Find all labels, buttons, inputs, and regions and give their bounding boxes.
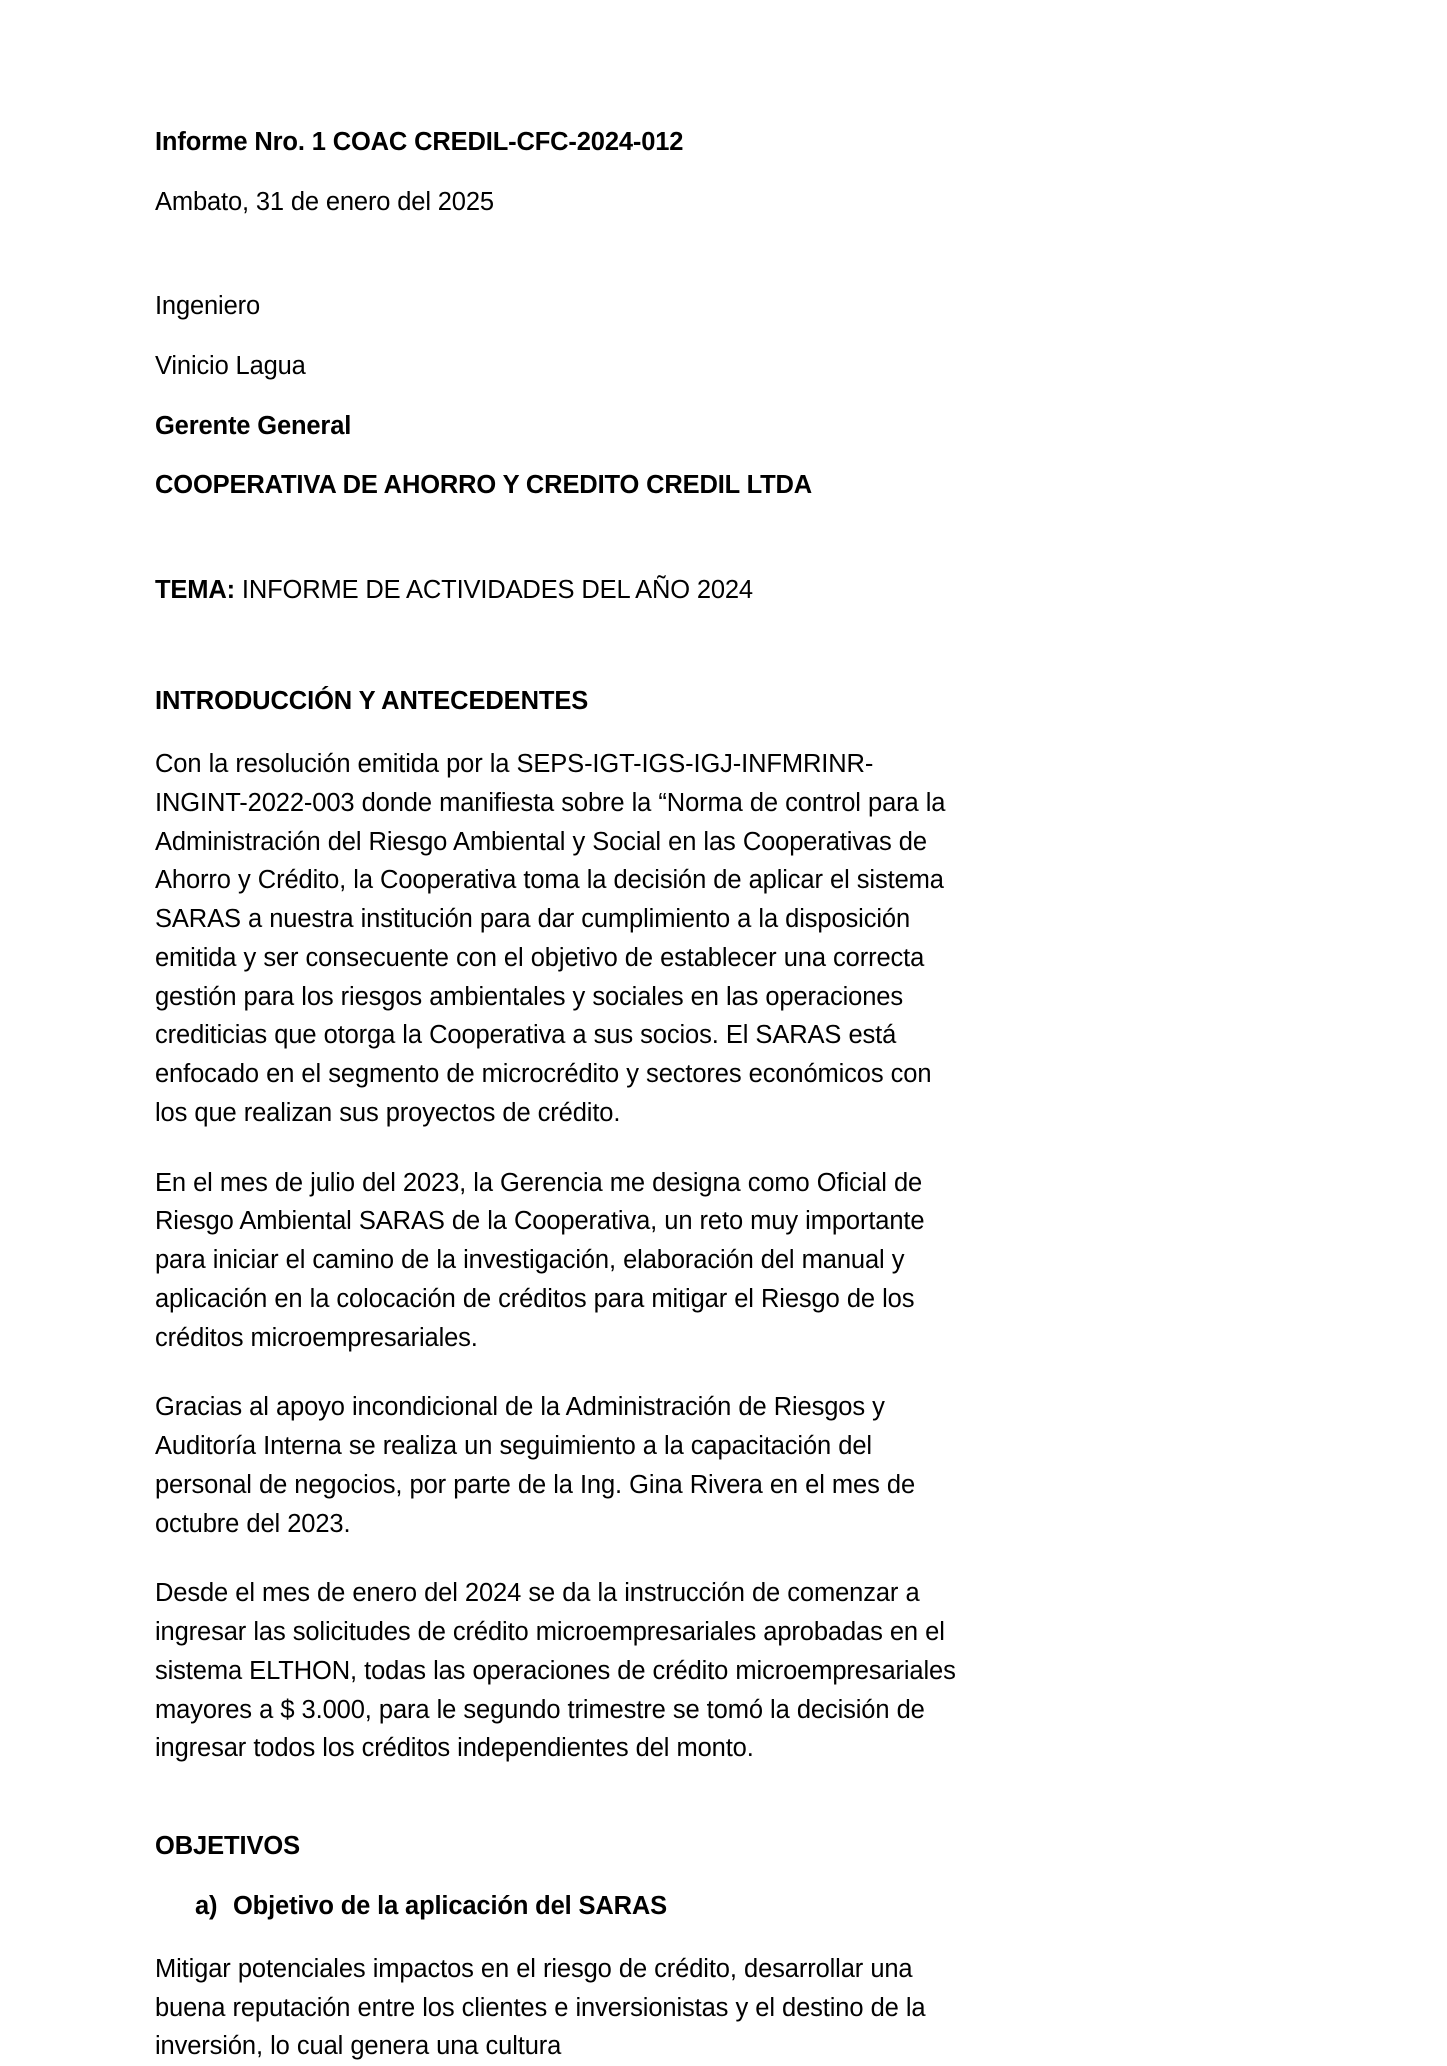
- place-and-date: Ambato, 31 de enero del 2025: [155, 187, 494, 216]
- spacer-after-date: [155, 245, 963, 290]
- subject-line: [155, 574, 963, 607]
- list-item-marker: a): [195, 1891, 218, 1920]
- spacer-before-introduction: [155, 633, 963, 685]
- subject-label: TEMA:: [155, 575, 235, 604]
- document-body: [155, 126, 963, 2066]
- document-title: Informe Nro. 1 COAC CREDIL-CFC-2024-012: [155, 128, 684, 156]
- recipient-organization: COOPERATIVA DE AHORRO Y CREDITO CREDIL LTDA: [155, 471, 813, 500]
- introduction-paragraph-1: Con la resolución emitida por la SEPS-IGT-IGS-IGJ-INFMRINR-INGINT-2022-003 donde manifiesta sobre la “Norma de control para la Administración del Riesgo Ambiental y Social en las Cooperativas de Ahorro y Crédito, la Cooperativa toma la decisión de aplicar el sistema SARAS a nuestra institución para dar cumplimiento a la disposición emitida y ser consecuente con el objetivo de establecer una correcta gestión para los riesgos ambientales y sociales en las operaciones crediticias que otorga la Cooperativa a sus socios. El SARAS está enfocado en el segmento de microcrédito y sectores económicos con los que realizan sus proyectos de crédito.: [155, 750, 946, 1127]
- recipient-position: Gerente General: [155, 411, 352, 440]
- introduction-paragraph-2: En el mes de julio del 2023, la Gerencia me designa como Oficial de Riesgo Ambiental SARAS de la Cooperativa, un reto muy importante para iniciar el camino de la investigación, elaboración del manual y aplicación en la colocación de créditos para mitigar el Riesgo de los créditos microempresariales.: [155, 1168, 925, 1352]
- recipient-salutation: Ingeniero: [155, 292, 260, 321]
- recipient-name: Vinicio Lagua: [155, 351, 306, 380]
- spacer-before-subject: [155, 529, 963, 574]
- objectives-paragraph-1: Mitigar potenciales impactos en el riesgo de crédito, desarrollar una buena reputación entre los clientes e inversionistas y el destino de la inversión, lo cual genera una cultura: [155, 1954, 926, 2061]
- introduction-paragraph-4: Desde el mes de enero del 2024 se da la instrucción de comenzar a ingresar las solicitudes de crédito microempresariales aprobadas en el sistema ELTHON, todas las operaciones de crédito microempresariales mayores a $ 3.000, para le segundo trimestre se tomó la decisión de ingresar todos los créditos independientes del monto.: [155, 1579, 956, 1763]
- section-heading-introduction: INTRODUCCIÓN Y ANTECEDENTES: [155, 687, 589, 716]
- list-item-label: Objetivo de la aplicación del SARAS: [233, 1891, 668, 1920]
- spacer-before-objectives: [155, 1799, 963, 1830]
- introduction-paragraph-3: Gracias al apoyo incondicional de la Administración de Riesgos y Auditoría Interna se realiza un seguimiento a la capacitación del personal de negocios, por parte de la Ing. Gina Rivera en el mes de octubre del 2023.: [155, 1393, 916, 1538]
- subject-text: INFORME DE ACTIVIDADES DEL AÑO 2024: [234, 575, 753, 604]
- objectives-list-item-a: [155, 1890, 963, 1923]
- section-heading-objectives: OBJETIVOS: [155, 1832, 301, 1860]
